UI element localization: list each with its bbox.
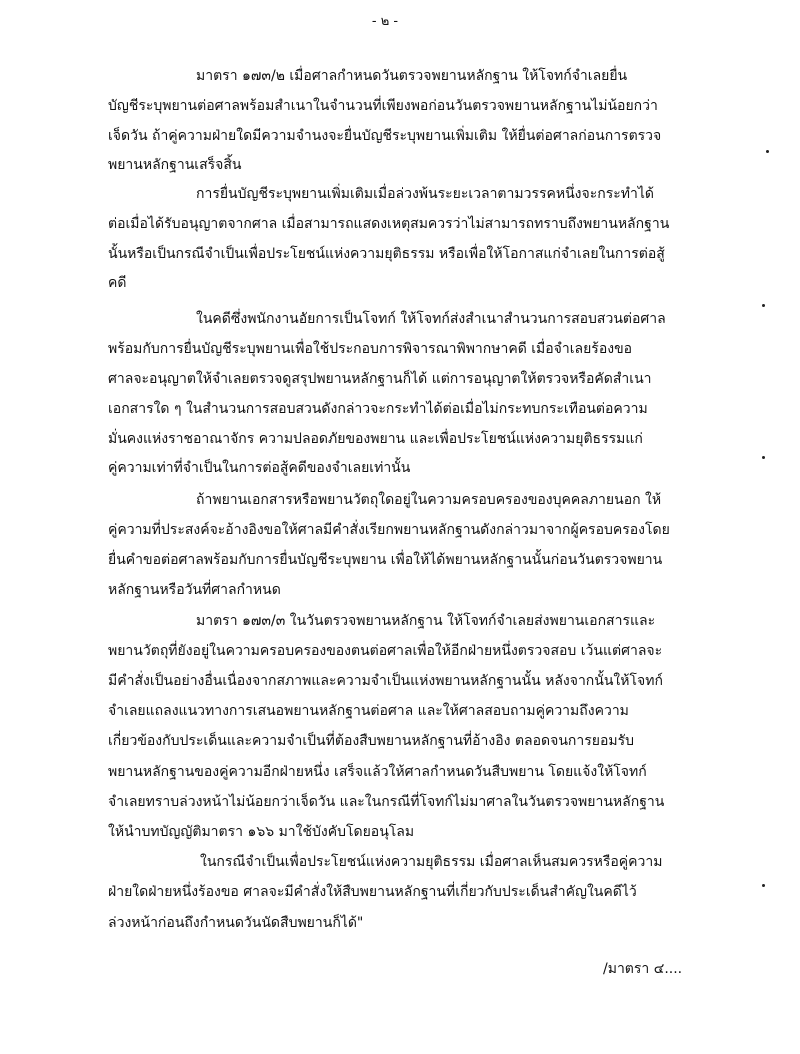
paragraph-3-line-3: ศาลจะอนุญาตให้จำเลยตรวจดูสรุปพยานหลักฐานก็ได้ แต่การอนุญาตให้ตรวจหรือคัดสำเนา	[108, 371, 652, 387]
paragraph-6-line-1: ในกรณีจำเป็นเพื่อประโยชน์แห่งความยุติธรรม เมื่อศาลเห็นสมควรหรือคู่ความ	[200, 854, 663, 870]
scan-speck	[766, 150, 769, 153]
paragraph-6-line-2: ฝ่ายใดฝ่ายหนึ่งร้องขอ ศาลจะมีคำสั่งให้สืบพยานหลักฐานที่เกี่ยวกับประเด็นสำคัญในคดีไว้	[108, 884, 637, 900]
paragraph-4-line-3: ยื่นคำขอต่อศาลพร้อมกับการยื่นบัญชีระบุพยาน เพื่อให้ได้พยานหลักฐานนั้นก่อนวันตรวจพยาน	[108, 552, 663, 568]
paragraph-3-line-4: เอกสารใด ๆ ในสำนวนการสอบสวนดังกล่าวจะกระทำได้ต่อเมื่อไม่กระทบกระเทือนต่อความ	[108, 401, 648, 417]
paragraph-2-line-4: คดี	[108, 275, 127, 291]
paragraph-5-line-5: เกี่ยวข้องกับประเด็นและความจำเป็นที่ต้องสืบพยานหลักฐานที่อ้างอิง ตลอดจนการยอมรับ	[108, 733, 634, 749]
paragraph-6-line-3: ล่วงหน้าก่อนถึงกำหนดวันนัดสืบพยานก็ได้"	[108, 915, 364, 931]
paragraph-5-line-2: พยานวัตถุที่ยังอยู่ในความครอบครองของตนต่อศาลเพื่อให้อีกฝ่ายหนึ่งตรวจสอบ เว้นแต่ศาลจะ	[108, 643, 663, 659]
paragraph-3-line-6: คู่ความเท่าที่จำเป็นในการต่อสู้คดีของจำเลยเท่านั้น	[108, 460, 411, 476]
paragraph-2-line-1: การยื่นบัญชีระบุพยานเพิ่มเติมเมื่อล่วงพ้นระยะเวลาตามวรรคหนึ่งจะกระทำได้	[196, 186, 654, 202]
paragraph-2-line-3: นั้นหรือเป็นกรณีจำเป็นเพื่อประโยชน์แห่งความยุติธรรม หรือเพื่อให้โอกาสแก่จำเลยในการต่อสู้	[108, 246, 665, 262]
scan-speck	[762, 884, 765, 887]
paragraph-3-line-5: มั่นคงแห่งราชอาณาจักร ความปลอดภัยของพยาน และเพื่อประโยชน์แห่งความยุติธรรมแก่	[108, 431, 643, 447]
scan-speck	[762, 304, 765, 307]
paragraph-1-line-1: มาตรา ๑๗๓/๒ เมื่อศาลกำหนดวันตรวจพยานหลักฐาน ให้โจทก์จำเลยยื่น	[196, 68, 628, 84]
continuation-footer: /มาตรา ๔....	[603, 961, 683, 977]
paragraph-1-line-3: เจ็ดวัน ถ้าคู่ความฝ่ายใดมีความจำนงจะยื่นบัญชีระบุพยานเพิ่มเติม ให้ยื่นต่อศาลก่อนการตรวจ	[108, 128, 662, 144]
paragraph-1-line-4: พยานหลักฐานเสร็จสิ้น	[108, 157, 242, 173]
paragraph-3-line-2: พร้อมกับการยื่นบัญชีระบุพยานเพื่อใช้ประกอบการพิจารณาพิพากษาคดี เมื่อจำเลยร้องขอ	[108, 341, 633, 357]
paragraph-4-line-4: หลักฐานหรือวันที่ศาลกำหนด	[108, 582, 281, 598]
paragraph-4-line-1: ถ้าพยานเอกสารหรือพยานวัตถุใดอยู่ในความครอบครองของบุคคลภายนอก ให้	[196, 492, 662, 508]
paragraph-2-line-2: ต่อเมื่อได้รับอนุญาตจากศาล เมื่อสามารถแสดงเหตุสมควรว่าไม่สามารถทราบถึงพยานหลักฐาน	[108, 216, 670, 232]
paragraph-1-line-2: บัญชีระบุพยานต่อศาลพร้อมสำเนาในจำนวนที่เพียงพอก่อนวันตรวจพยานหลักฐานไม่น้อยกว่า	[108, 98, 658, 114]
paragraph-3-line-1: ในคดีซึ่งพนักงานอัยการเป็นโจทก์ ให้โจทก์ส่งสำเนาสำนวนการสอบสวนต่อศาล	[196, 311, 666, 327]
paragraph-5-line-8: ให้นำบทบัญญัติมาตรา ๑๖๖ มาใช้บังคับโดยอนุโลม	[108, 824, 415, 840]
paragraph-5-line-7: จำเลยทราบล่วงหน้าไม่น้อยกว่าเจ็ดวัน และในกรณีที่โจทก์ไม่มาศาลในวันตรวจพยานหลักฐาน	[108, 794, 665, 810]
paragraph-5-line-3: มีคำสั่งเป็นอย่างอื่นเนื่องจากสภาพและความจำเป็นแห่งพยานหลักฐานนั้น หลังจากนั้นให้โจทก์	[108, 673, 663, 689]
paragraph-4-line-2: คู่ความที่ประสงค์จะอ้างอิงขอให้ศาลมีคำสั่งเรียกพยานหลักฐานดังกล่าวมาจากผู้ครอบครองโดย	[108, 522, 670, 538]
paragraph-5-line-4: จำเลยแถลงแนวทางการเสนอพยานหลักฐานต่อศาล และให้ศาลสอบถามคู่ความถึงความ	[108, 703, 629, 719]
paragraph-5-line-1: มาตรา ๑๗๓/๓ ในวันตรวจพยานหลักฐาน ให้โจทก์จำเลยส่งพยานเอกสารและ	[196, 613, 656, 629]
paragraph-5-line-6: พยานหลักฐานของคู่ความอีกฝ่ายหนึ่ง เสร็จแล้วให้ศาลกำหนดวันสืบพยาน โดยแจ้งให้โจทก์	[108, 764, 647, 780]
page-number: - ๒ -	[371, 14, 399, 29]
scan-speck	[762, 456, 765, 459]
